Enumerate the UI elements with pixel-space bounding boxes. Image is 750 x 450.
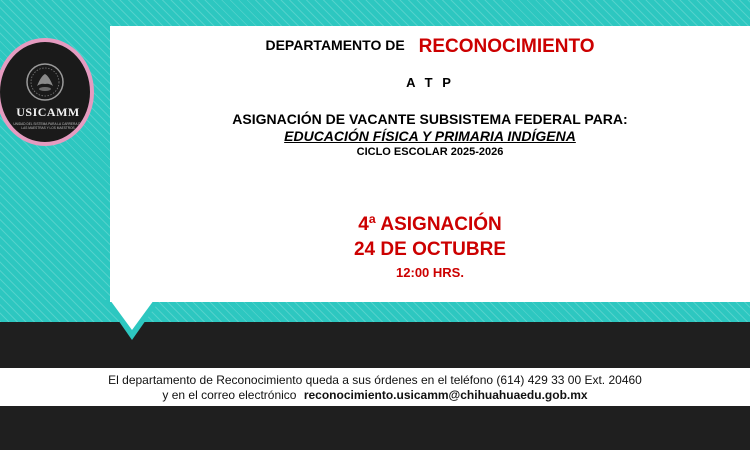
usicamm-logo <box>0 38 94 146</box>
footer-email-prefix: y en el correo electrónico <box>162 388 297 402</box>
subsystem-title: EDUCACIÓN FÍSICA Y PRIMARIA INDÍGENA <box>284 128 576 144</box>
assignment-number: 4ª ASIGNACIÓN <box>358 214 502 235</box>
footer-contact-phone: El departamento de Reconocimiento queda a sus órdenes en el teléfono (614) 429 33 00 Ext. 20460 <box>108 373 642 387</box>
assignment-time: 12:00 HRS. <box>396 265 464 280</box>
assignment-title: ASIGNACIÓN DE VACANTE SUBSISTEMA FEDERAL PARA: <box>232 111 628 127</box>
dark-band-bottom <box>0 406 750 450</box>
footer-email-link[interactable]: reconocimiento.usicamm@chihuahuaedu.gob.mx <box>303 388 588 402</box>
department-heading <box>110 36 750 58</box>
department-label: DEPARTAMENTO DE <box>265 37 405 53</box>
assignment-date: 24 DE OCTUBRE <box>353 239 507 260</box>
logo-name: USICAMM <box>16 105 80 119</box>
logo-subtitle: UNIDAD DEL SISTEMA PARA LA CARRERA DE LAS MAESTRAS Y LOS MAESTROS <box>13 122 83 130</box>
footer-contact-email <box>0 388 750 402</box>
role-heading: A T P <box>406 75 454 90</box>
eagle-emblem-icon <box>25 62 65 102</box>
callout-pointer-inner <box>110 300 154 330</box>
school-year: CICLO ESCOLAR 2025-2026 <box>356 146 504 158</box>
announcement-card <box>110 26 750 302</box>
department-highlight: RECONOCIMIENTO <box>418 36 595 57</box>
